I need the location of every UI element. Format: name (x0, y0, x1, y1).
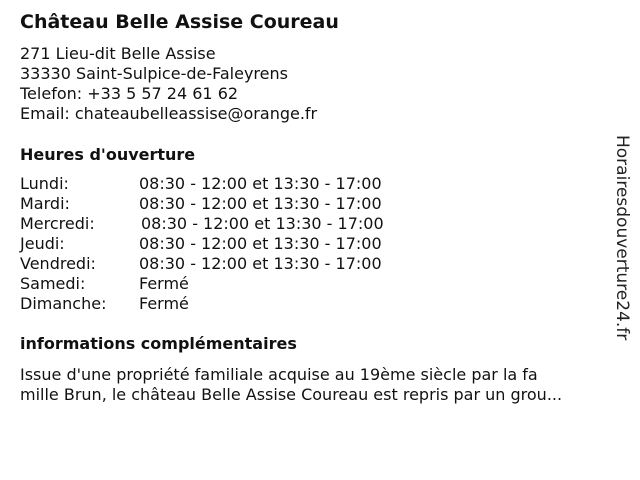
day-label: Mercredi: (20, 214, 95, 233)
business-name: Château Belle Assise Coureau (20, 11, 339, 33)
day-label: Vendredi: (20, 254, 96, 273)
hours-row-sunday (20, 294, 440, 314)
hours-row-monday (20, 174, 440, 194)
day-hours: 08:30 - 12:00 et 13:30 - 17:00 (141, 214, 384, 233)
day-hours: 08:30 - 12:00 et 13:30 - 17:00 (139, 234, 382, 253)
day-hours: 08:30 - 12:00 et 13:30 - 17:00 (139, 194, 382, 213)
address-city: 33330 Saint-Sulpice-de-Faleyrens (20, 64, 288, 83)
info-heading: informations complémentaires (20, 334, 297, 353)
hours-row-thursday (20, 234, 440, 254)
day-hours: Fermé (139, 274, 189, 293)
day-label: Lundi: (20, 174, 69, 193)
address-street: 271 Lieu-dit Belle Assise (20, 44, 216, 63)
day-hours: Fermé (139, 294, 189, 313)
day-label: Samedi: (20, 274, 86, 293)
hours-heading: Heures d'ouverture (20, 145, 196, 164)
day-label: Dimanche: (20, 294, 107, 313)
hours-table (20, 174, 440, 314)
email-address[interactable]: chateaubelleassise@orange.fr (74, 104, 318, 123)
hours-row-friday (20, 254, 440, 274)
day-hours: 08:30 - 12:00 et 13:30 - 17:00 (139, 254, 382, 273)
hours-row-wednesday (20, 214, 440, 234)
email-line (20, 104, 317, 124)
info-description (20, 365, 615, 405)
info-line-2: mille Brun, le château Belle Assise Coureau est repris par un grou... (20, 385, 563, 404)
phone-line (20, 84, 317, 104)
email-label: Email: (20, 104, 70, 123)
hours-row-tuesday (20, 194, 440, 214)
phone-number[interactable]: +33 5 57 24 61 62 (87, 84, 239, 103)
day-hours: 08:30 - 12:00 et 13:30 - 17:00 (139, 174, 382, 193)
info-line-1: Issue d'une propriété familiale acquise au 19ème siècle par la fa (20, 365, 538, 384)
phone-label: Telefon: (20, 84, 83, 103)
site-watermark: Horairesdouverture24.fr (612, 135, 632, 341)
hours-row-saturday (20, 274, 440, 294)
day-label: Jeudi: (20, 234, 65, 253)
day-label: Mardi: (20, 194, 70, 213)
contact-block (20, 44, 317, 124)
